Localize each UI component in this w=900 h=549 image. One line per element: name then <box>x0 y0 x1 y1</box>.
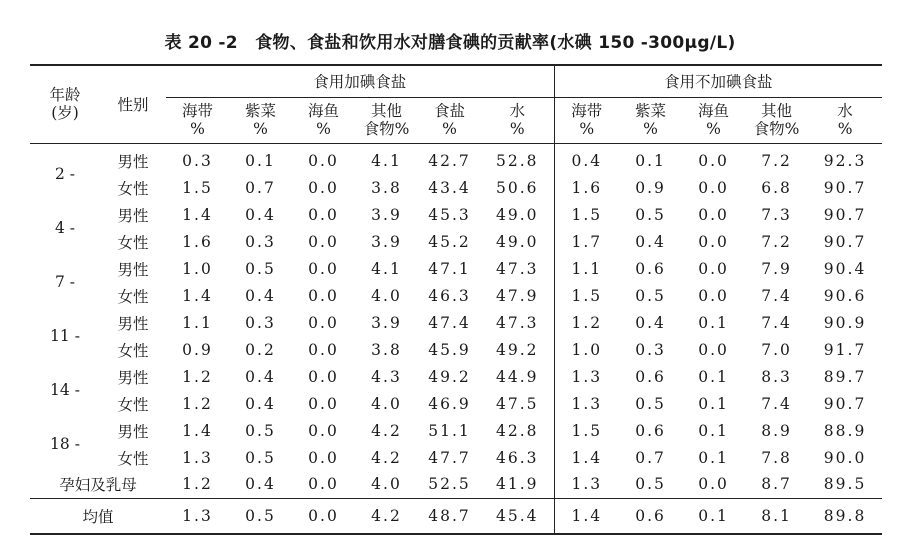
value-cell-iodized: 46.3 <box>496 448 539 467</box>
value-cell-non-iodized: 0.6 <box>635 367 666 386</box>
col-header-line: % <box>253 120 268 138</box>
table-row <box>30 363 882 390</box>
value-cell-iodized: 42.8 <box>496 421 539 440</box>
value-cell-iodized: 4.2 <box>371 421 402 440</box>
value-cell-iodized: 0.0 <box>308 475 339 494</box>
value-cell-non-iodized: 90.7 <box>823 178 867 197</box>
value-cell-iodized: 0.9 <box>182 340 213 359</box>
value-cell-non-iodized: 91.7 <box>823 340 867 359</box>
value-cell-iodized: 1.1 <box>182 313 213 332</box>
sex-cell: 女性 <box>117 287 149 306</box>
col-header-non-iodized-2 <box>682 97 745 143</box>
mean-value-iodized: 0.0 <box>292 498 355 534</box>
mean-value-non-iodized: 0.6 <box>619 498 682 534</box>
value-cell-iodized: 47.4 <box>428 313 471 332</box>
value-cell-non-iodized: 1.3 <box>554 471 619 498</box>
value-cell-iodized: 47.3 <box>496 313 539 332</box>
value-cell-iodized: 1.0 <box>182 259 213 278</box>
age-cell: 18 - <box>50 435 80 453</box>
sex-cell: 女性 <box>117 449 149 468</box>
table-row <box>30 282 882 309</box>
sex-cell: 男性 <box>117 314 149 333</box>
value-cell-iodized: 1.6 <box>182 232 213 251</box>
value-cell-iodized: 1.3 <box>182 448 213 467</box>
value-cell-iodized: 0.5 <box>245 259 276 278</box>
value-cell-non-iodized: 7.8 <box>761 448 792 467</box>
value-cell-iodized: 0.5 <box>245 448 276 467</box>
table-row <box>30 143 882 174</box>
value-cell-non-iodized: 0.1 <box>698 394 729 413</box>
sex-cell: 男性 <box>117 422 149 441</box>
value-cell-iodized: 3.9 <box>371 232 402 251</box>
value-cell-non-iodized: 0.4 <box>554 143 619 174</box>
value-cell-iodized: 44.9 <box>496 367 539 386</box>
value-cell-non-iodized: 0.3 <box>635 340 666 359</box>
sex-cell: 女性 <box>117 233 149 252</box>
header-row-groups <box>30 65 882 97</box>
value-cell-iodized: 1.5 <box>182 178 213 197</box>
sex-cell: 女性 <box>117 179 149 198</box>
table-row <box>30 417 882 444</box>
value-cell-iodized: 3.9 <box>371 205 402 224</box>
value-cell-iodized: 4.0 <box>371 475 402 494</box>
value-cell-iodized: 0.0 <box>308 313 339 332</box>
value-cell-non-iodized: 6.8 <box>761 178 792 197</box>
age-cell: 11 - <box>50 327 80 345</box>
value-cell-iodized: 49.2 <box>496 340 539 359</box>
value-cell-non-iodized: 1.2 <box>554 309 619 336</box>
table-body <box>30 143 882 534</box>
age-header-line1: 年龄 <box>49 86 81 105</box>
value-cell-non-iodized: 1.4 <box>554 444 619 471</box>
sex-cell: 女性 <box>117 395 149 414</box>
value-cell-iodized: 0.0 <box>308 205 339 224</box>
value-cell-non-iodized: 1.5 <box>554 417 619 444</box>
value-cell-non-iodized: 0.5 <box>635 475 666 494</box>
sex-cell: 男性 <box>117 260 149 279</box>
value-cell-non-iodized: 1.5 <box>554 282 619 309</box>
value-cell-iodized: 45.2 <box>428 232 471 251</box>
value-cell-non-iodized: 0.0 <box>698 259 729 278</box>
value-cell-iodized: 0.0 <box>308 340 339 359</box>
value-cell-iodized: 4.1 <box>371 259 402 278</box>
value-cell-iodized: 0.0 <box>308 151 339 170</box>
value-cell-non-iodized: 0.0 <box>698 205 729 224</box>
value-cell-iodized: 4.3 <box>371 367 402 386</box>
value-cell-non-iodized: 0.0 <box>698 232 729 251</box>
age-header <box>30 65 100 143</box>
value-cell-non-iodized: 1.3 <box>554 363 619 390</box>
value-cell-non-iodized: 0.5 <box>635 286 666 305</box>
value-cell-iodized: 0.0 <box>308 259 339 278</box>
value-cell-non-iodized: 0.4 <box>635 313 666 332</box>
mean-value-iodized: 45.4 <box>481 498 554 534</box>
value-cell-non-iodized: 7.2 <box>761 151 792 170</box>
col-header-line: 海鱼 <box>698 102 730 120</box>
value-cell-non-iodized: 1.7 <box>554 228 619 255</box>
value-cell-non-iodized: 89.5 <box>823 475 867 494</box>
value-cell-non-iodized: 1.0 <box>554 336 619 363</box>
value-cell-iodized: 46.3 <box>428 286 471 305</box>
value-cell-iodized: 0.0 <box>308 367 339 386</box>
value-cell-iodized: 0.4 <box>245 394 276 413</box>
table-row <box>30 255 882 282</box>
table-row <box>30 201 882 228</box>
col-header-line: 水 <box>509 102 526 120</box>
value-cell-iodized: 1.2 <box>182 475 213 494</box>
value-cell-non-iodized: 90.7 <box>823 205 867 224</box>
value-cell-iodized: 45.9 <box>428 340 471 359</box>
col-header-iodized-5 <box>481 97 554 143</box>
col-header-line: 海带 <box>571 102 603 120</box>
value-cell-iodized: 47.1 <box>428 259 471 278</box>
value-cell-non-iodized: 0.1 <box>635 151 666 170</box>
table-row <box>30 390 882 417</box>
col-header-line: % <box>316 120 331 138</box>
value-cell-iodized: 1.4 <box>182 286 213 305</box>
value-cell-non-iodized: 7.4 <box>761 394 792 413</box>
value-cell-iodized: 1.4 <box>182 205 213 224</box>
col-header-non-iodized-1 <box>619 97 682 143</box>
sex-cell: 男性 <box>117 152 149 171</box>
value-cell-iodized: 0.1 <box>245 151 276 170</box>
value-cell-non-iodized: 0.0 <box>698 286 729 305</box>
row-label: 孕妇及乳母 <box>59 476 137 495</box>
value-cell-iodized: 0.3 <box>245 313 276 332</box>
value-cell-iodized: 49.0 <box>496 205 539 224</box>
mean-value-non-iodized: 8.1 <box>745 498 808 534</box>
value-cell-non-iodized: 0.1 <box>698 448 729 467</box>
col-header-non-iodized-0 <box>554 97 619 143</box>
value-cell-non-iodized: 7.2 <box>761 232 792 251</box>
col-header-line: 其他 <box>761 102 793 120</box>
iodine-contribution-table <box>30 64 882 535</box>
value-cell-iodized: 0.5 <box>245 421 276 440</box>
col-header-iodized-4 <box>418 97 481 143</box>
value-cell-non-iodized: 8.3 <box>761 367 792 386</box>
col-header-line: 食盐 <box>433 102 465 120</box>
col-header-line: % <box>579 120 595 138</box>
value-cell-non-iodized: 1.6 <box>554 174 619 201</box>
table-row <box>30 336 882 363</box>
iodized-salt-group-header: 食用加碘食盐 <box>166 65 554 97</box>
value-cell-iodized: 0.0 <box>308 178 339 197</box>
value-cell-non-iodized: 1.1 <box>554 255 619 282</box>
value-cell-non-iodized: 0.0 <box>698 151 729 170</box>
age-header-line2: (岁) <box>51 104 79 123</box>
col-header-line: % <box>643 120 658 138</box>
value-cell-non-iodized: 1.5 <box>554 201 619 228</box>
table-row <box>30 228 882 255</box>
value-cell-non-iodized: 90.0 <box>823 448 867 467</box>
value-cell-iodized: 52.5 <box>428 475 471 494</box>
mean-label: 均值 <box>30 498 166 534</box>
value-cell-iodized: 49.2 <box>428 367 471 386</box>
col-header-line: 其他 <box>370 102 402 120</box>
col-header-line: % <box>837 120 853 138</box>
value-cell-non-iodized: 0.1 <box>698 367 729 386</box>
col-header-line: % <box>706 120 721 138</box>
col-header-line: 水 <box>837 102 853 120</box>
non-iodized-salt-group-header: 食用不加碘食盐 <box>554 65 882 97</box>
value-cell-iodized: 0.0 <box>308 421 339 440</box>
value-cell-non-iodized: 0.6 <box>635 421 666 440</box>
mean-value-non-iodized: 0.1 <box>682 498 745 534</box>
value-cell-iodized: 1.2 <box>182 367 213 386</box>
value-cell-iodized: 42.7 <box>428 151 471 170</box>
table-row <box>30 174 882 201</box>
value-cell-non-iodized: 0.1 <box>698 421 729 440</box>
age-cell: 14 - <box>50 381 80 399</box>
value-cell-iodized: 4.2 <box>371 448 402 467</box>
value-cell-iodized: 51.1 <box>428 421 471 440</box>
mean-value-iodized: 0.5 <box>229 498 292 534</box>
value-cell-non-iodized: 0.6 <box>635 259 666 278</box>
col-header-non-iodized-4 <box>808 97 882 143</box>
value-cell-iodized: 0.3 <box>245 232 276 251</box>
col-header-iodized-2 <box>292 97 355 143</box>
value-cell-non-iodized: 92.3 <box>823 151 867 170</box>
value-cell-non-iodized: 7.3 <box>761 205 792 224</box>
col-header-line: % <box>509 120 525 138</box>
sex-cell: 男性 <box>117 368 149 387</box>
sex-cell: 女性 <box>117 341 149 360</box>
value-cell-iodized: 0.0 <box>308 448 339 467</box>
value-cell-iodized: 0.7 <box>245 178 276 197</box>
col-header-line: 海带 <box>181 102 213 120</box>
value-cell-non-iodized: 90.6 <box>823 286 867 305</box>
value-cell-iodized: 0.4 <box>245 286 276 305</box>
value-cell-iodized: 0.0 <box>308 394 339 413</box>
value-cell-non-iodized: 88.9 <box>823 421 867 440</box>
value-cell-iodized: 45.3 <box>428 205 471 224</box>
value-cell-iodized: 0.4 <box>245 205 276 224</box>
sex-cell: 男性 <box>117 206 149 225</box>
value-cell-non-iodized: 90.7 <box>823 394 867 413</box>
value-cell-iodized: 47.9 <box>496 286 539 305</box>
value-cell-non-iodized: 0.9 <box>635 178 666 197</box>
value-cell-iodized: 43.4 <box>428 178 471 197</box>
value-cell-iodized: 3.8 <box>371 178 402 197</box>
value-cell-iodized: 4.1 <box>371 151 402 170</box>
age-cell: 7 - <box>54 273 76 291</box>
value-cell-non-iodized: 90.7 <box>823 232 867 251</box>
col-header-iodized-3 <box>355 97 418 143</box>
sex-header: 性别 <box>100 65 166 143</box>
table-row <box>30 444 882 471</box>
mean-value-iodized: 48.7 <box>418 498 481 534</box>
value-cell-iodized: 0.2 <box>245 340 276 359</box>
col-header-line: 食物% <box>753 120 800 138</box>
value-cell-non-iodized: 7.9 <box>761 259 792 278</box>
value-cell-iodized: 47.7 <box>428 448 471 467</box>
table-caption: 表 20 -2 食物、食盐和饮用水对膳食碘的贡献率(水碘 150 -300μg/L) <box>164 33 736 53</box>
mean-value-non-iodized: 1.4 <box>554 498 619 534</box>
value-cell-non-iodized: 0.0 <box>698 340 729 359</box>
value-cell-non-iodized: 8.7 <box>761 475 792 494</box>
value-cell-non-iodized: 7.0 <box>761 340 792 359</box>
value-cell-non-iodized: 0.0 <box>698 475 729 494</box>
value-cell-non-iodized: 7.4 <box>761 313 792 332</box>
value-cell-non-iodized: 90.9 <box>823 313 867 332</box>
col-header-line: 食物% <box>363 120 410 138</box>
value-cell-iodized: 49.0 <box>496 232 539 251</box>
col-header-iodized-0 <box>166 97 229 143</box>
value-cell-non-iodized: 90.4 <box>823 259 867 278</box>
value-cell-iodized: 41.9 <box>496 475 539 494</box>
value-cell-iodized: 0.0 <box>308 232 339 251</box>
col-header-line: % <box>190 120 205 138</box>
col-header-non-iodized-3 <box>745 97 808 143</box>
value-cell-iodized: 52.8 <box>496 151 539 170</box>
value-cell-iodized: 1.4 <box>182 421 213 440</box>
value-cell-non-iodized: 0.0 <box>698 178 729 197</box>
col-header-line: % <box>442 120 457 138</box>
col-header-iodized-1 <box>229 97 292 143</box>
value-cell-iodized: 4.0 <box>371 286 402 305</box>
value-cell-non-iodized: 1.3 <box>554 390 619 417</box>
value-cell-non-iodized: 0.5 <box>635 205 666 224</box>
value-cell-non-iodized: 89.7 <box>823 367 867 386</box>
mean-value-iodized: 4.2 <box>355 498 418 534</box>
value-cell-iodized: 4.0 <box>371 394 402 413</box>
value-cell-non-iodized: 8.9 <box>761 421 792 440</box>
value-cell-iodized: 0.0 <box>308 286 339 305</box>
value-cell-iodized: 47.5 <box>496 394 539 413</box>
value-cell-non-iodized: 0.5 <box>635 394 666 413</box>
value-cell-iodized: 0.3 <box>182 151 213 170</box>
value-cell-iodized: 46.9 <box>428 394 471 413</box>
col-header-line: 紫菜 <box>244 102 276 120</box>
value-cell-iodized: 1.2 <box>182 394 213 413</box>
age-cell: 4 - <box>54 219 76 237</box>
mean-row <box>30 498 882 534</box>
value-cell-iodized: 47.3 <box>496 259 539 278</box>
value-cell-non-iodized: 0.7 <box>635 448 666 467</box>
table-row <box>30 309 882 336</box>
col-header-line: 海鱼 <box>307 102 339 120</box>
mean-value-non-iodized: 89.8 <box>808 498 882 534</box>
value-cell-iodized: 0.4 <box>245 367 276 386</box>
value-cell-iodized: 50.6 <box>496 178 539 197</box>
mean-value-iodized: 1.3 <box>166 498 229 534</box>
age-cell: 2 - <box>54 165 76 184</box>
value-cell-non-iodized: 7.4 <box>761 286 792 305</box>
value-cell-non-iodized: 0.4 <box>635 232 666 251</box>
value-cell-iodized: 0.4 <box>245 475 276 494</box>
col-header-line: 紫菜 <box>635 102 667 120</box>
table-row <box>30 471 882 498</box>
value-cell-iodized: 3.8 <box>371 340 402 359</box>
value-cell-non-iodized: 0.1 <box>698 313 729 332</box>
value-cell-iodized: 3.9 <box>371 313 402 332</box>
